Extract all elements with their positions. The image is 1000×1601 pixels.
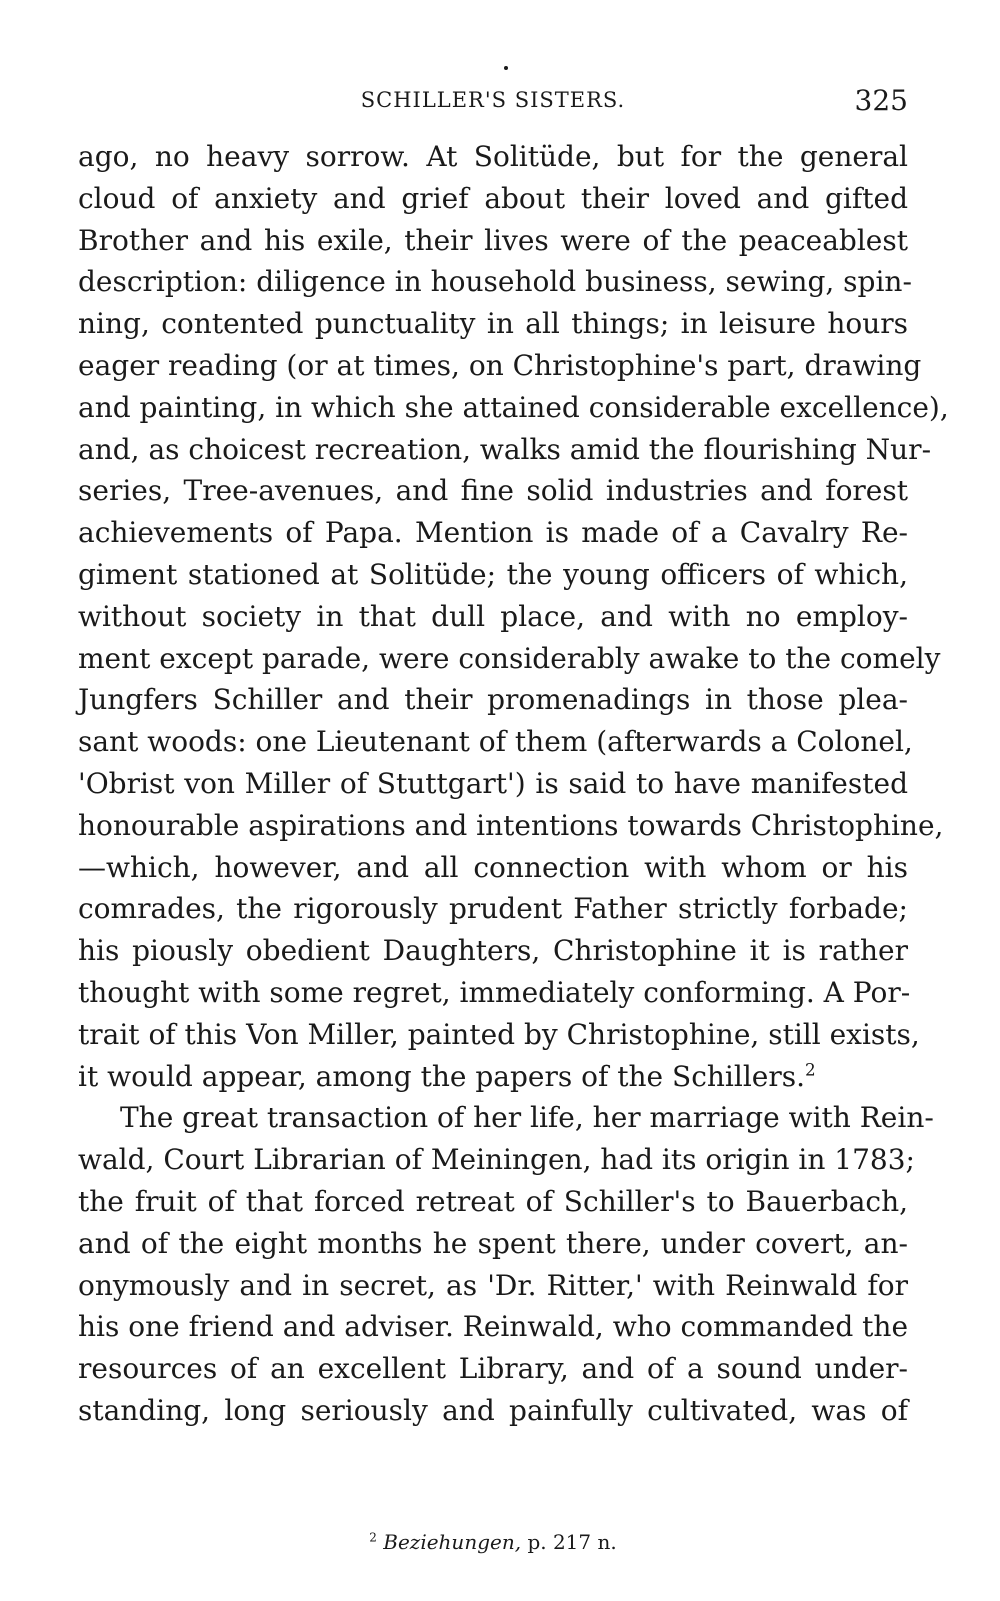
text-line: honourable aspirations and intentions towards Christophine,	[78, 808, 944, 842]
page-number: 325	[854, 84, 908, 117]
text-line: description: diligence in household business, sewing, spin-	[78, 265, 912, 299]
printer-mark	[504, 66, 508, 70]
text-line: and of the eight months he spent there, under covert, an-	[78, 1226, 908, 1260]
text-line: cloud of anxiety and grief about their loved and gifted	[78, 181, 908, 215]
footnote	[78, 1530, 908, 1554]
text-line: without society in that dull place, and with no employ-	[78, 599, 908, 633]
text-line: achievements of Papa. Mention is made of a Cavalry Re-	[78, 516, 908, 550]
footnote-locator: p. 217 n.	[527, 1530, 617, 1554]
running-title: SCHILLER'S SISTERS.	[360, 88, 626, 112]
body-text	[78, 136, 949, 1432]
footnote-source: Beziehungen,	[383, 1530, 522, 1554]
paragraph-start: The great transaction of her life, her marriage with Rein-	[120, 1101, 934, 1135]
footnote-reference[interactable]: 2	[805, 1059, 816, 1080]
text-line: Jungfers Schiller and their promenadings in those plea-	[78, 683, 908, 717]
text-line: and painting, in which she attained considerable excellence),	[78, 390, 949, 424]
text-line: giment stationed at Solitüde; the young officers of which,	[78, 557, 908, 591]
text-line: ago, no heavy sorrow. At Solitüde, but for the general	[78, 140, 908, 173]
text-line: his one friend and adviser. Reinwald, who commanded the	[78, 1310, 909, 1344]
text-line: —which, however, and all connection with whom or his	[78, 850, 908, 884]
text-line: standing, long seriously and painfully cultivated, was of	[78, 1393, 908, 1427]
footnote-marker: 2	[369, 1530, 377, 1545]
text-line: it would appear, among the papers of the Schillers.	[78, 1059, 806, 1093]
text-line: his piously obedient Daughters, Christophine it is rather	[78, 934, 908, 968]
text-line: the fruit of that forced retreat of Schiller's to Bauerbach,	[78, 1184, 908, 1218]
text-line: sant woods: one Lieutenant of them (afterwards a Colonel,	[78, 725, 913, 759]
text-line: comrades, the rigorously prudent Father strictly forbade;	[78, 892, 908, 926]
text-line: thought with some regret, immediately conforming. A Por-	[78, 975, 911, 1009]
text-line: 'Obrist von Miller of Stuttgart') is said to have manifested	[78, 766, 908, 800]
text-line: resources of an excellent Library, and of a sound under-	[78, 1352, 908, 1386]
text-line: series, Tree-avenues, and fine solid industries and forest	[78, 474, 908, 508]
text-line: Brother and his exile, their lives were of the peaceablest	[78, 223, 908, 257]
text-line: ning, contented punctuality in all things; in leisure hours	[78, 307, 908, 341]
text-line: and, as choicest recreation, walks amid the flourishing Nur-	[78, 432, 932, 466]
text-line: wald, Court Librarian of Meiningen, had its origin in 1783;	[78, 1143, 915, 1177]
text-line: ment except parade, were considerably awake to the comely	[78, 641, 941, 675]
text-line-with-note	[78, 1056, 908, 1098]
text-line: eager reading (or at times, on Christophine's part, drawing	[78, 348, 922, 382]
text-line: trait of this Von Miller, painted by Christophine, still exists,	[78, 1017, 920, 1051]
running-head	[78, 84, 908, 124]
text-line: onymously and in secret, as 'Dr. Ritter,' with Reinwald for	[78, 1268, 908, 1302]
